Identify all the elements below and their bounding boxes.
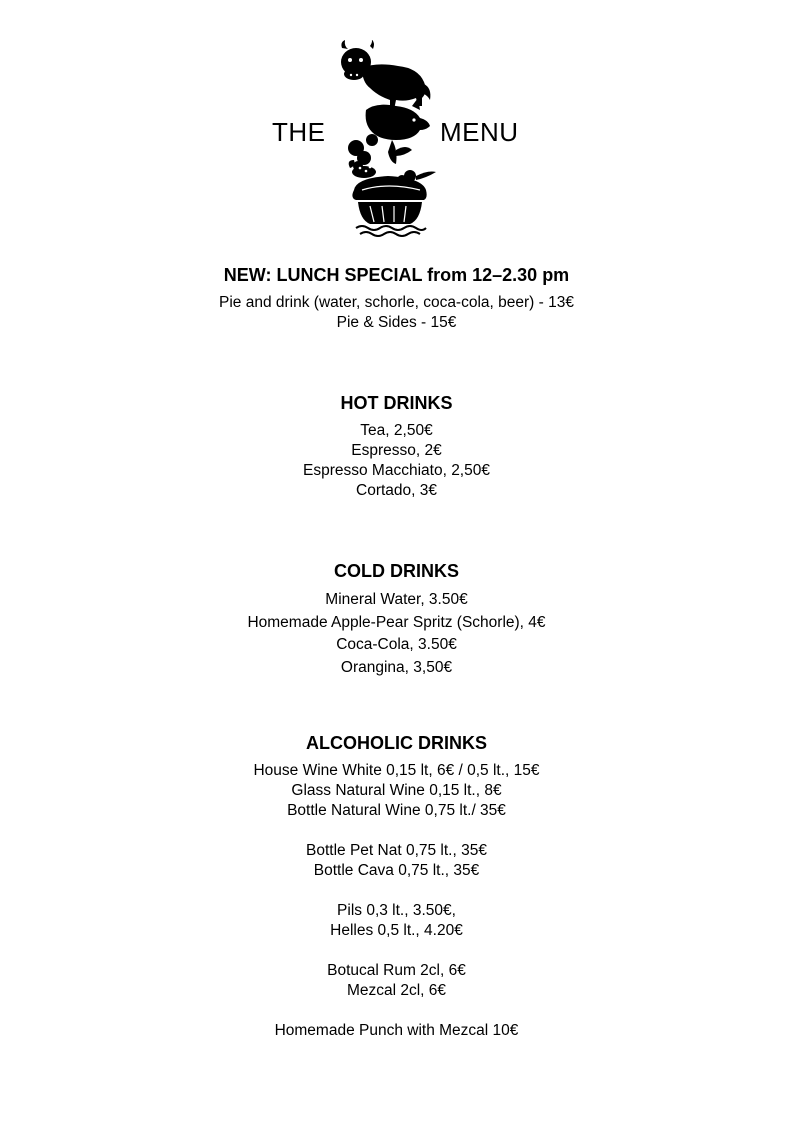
menu-item-list-alcoholic — [0, 761, 793, 1041]
menu-item: Pie and drink (water, schorle, coca-cola, beer) - 13€ — [219, 294, 574, 311]
header-word-menu: MENU — [440, 117, 519, 147]
section-title-hot: HOT DRINKS — [340, 393, 453, 413]
menu-item: Mezcal 2cl, 6€ — [346, 982, 447, 999]
menu-item-list-hot — [0, 421, 793, 501]
section-lunch-special — [0, 264, 793, 333]
menu-spacer — [0, 941, 793, 961]
menu-item: Cortado, 3€ — [356, 482, 437, 499]
section-alcoholic-drinks — [0, 732, 793, 1041]
menu-item: House Wine White 0,15 lt, 6€ / 0,5 lt., 15€ — [253, 762, 540, 779]
menu-item: Bottle Pet Nat 0,75 lt., 35€ — [306, 842, 487, 859]
section-title-cold: COLD DRINKS — [334, 561, 459, 581]
header-word-the: THE — [272, 117, 326, 147]
menu-item: Homemade Punch with Mezcal 10€ — [274, 1022, 519, 1039]
section-title-lunch: NEW: LUNCH SPECIAL from 12–2.30 pm — [223, 265, 570, 285]
menu-item: Mineral Water, 3.50€ — [325, 591, 468, 608]
menu-item: Helles 0,5 lt., 4.20€ — [330, 922, 463, 939]
menu-item: Orangina, 3,50€ — [340, 658, 453, 676]
menu-item-list-cold — [0, 589, 793, 679]
section-cold-drinks — [0, 560, 793, 679]
menu-item: Glass Natural Wine 0,15 lt., 8€ — [291, 782, 502, 799]
menu-item: Espresso, 2€ — [351, 442, 442, 459]
menu-item: Coca-Cola, 3.50€ — [336, 636, 457, 654]
menu-item: Bottle Natural Wine 0,75 lt./ 35€ — [287, 802, 506, 819]
section-title-alcoholic: ALCOHOLIC DRINKS — [306, 733, 487, 753]
menu-item: Espresso Macchiato, 2,50€ — [303, 462, 490, 479]
menu-spacer — [0, 821, 793, 841]
cow-pig-pie-stack-icon — [336, 40, 440, 240]
menu-item: Pie & Sides - 15€ — [336, 314, 457, 331]
menu-item: Homemade Apple-Pear Spritz (Schorle), 4€ — [247, 613, 546, 631]
menu-item-list-lunch — [0, 293, 793, 333]
menu-item: Tea, 2,50€ — [360, 422, 433, 439]
menu-item: Bottle Cava 0,75 lt., 35€ — [313, 862, 480, 879]
menu-spacer — [0, 1001, 793, 1021]
menu-item: Pils 0,3 lt., 3.50€, — [337, 902, 456, 919]
section-hot-drinks — [0, 392, 793, 501]
menu-spacer — [0, 881, 793, 901]
menu-item: Botucal Rum 2cl, 6€ — [327, 962, 466, 979]
